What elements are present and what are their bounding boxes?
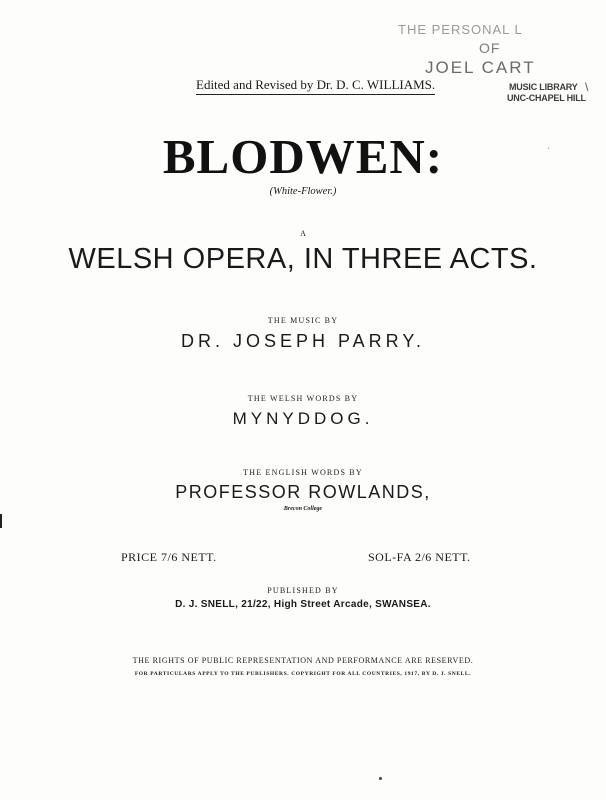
stamp-line-2: OF bbox=[479, 40, 501, 56]
price-solfa: SOL-FA 2/6 NETT. bbox=[368, 550, 471, 564]
library-label-2: UNC-CHAPEL HILL bbox=[507, 93, 586, 103]
author-affiliation: Brecon College bbox=[283, 506, 323, 512]
publisher-label: PUBLISHED BY bbox=[267, 586, 339, 595]
welsh-words-label: THE WELSH WORDS BY bbox=[247, 394, 359, 403]
library-label-1: MUSIC LIBRARY bbox=[509, 82, 578, 92]
paper-speck bbox=[379, 777, 382, 780]
english-words-author: PROFESSOR ROWLANDS, bbox=[175, 482, 431, 502]
copyright-notice: FOR PARTICULARS APPLY TO THE PUBLISHERS. COPYRIGHT FOR ALL COUNTRIES, 1917, BY D. J. SNELL. bbox=[134, 671, 472, 677]
stamp-line-1: THE PERSONAL L bbox=[398, 22, 523, 37]
welsh-words-author: MYNYDDOG. bbox=[232, 409, 374, 428]
stamp-slash-mark: \ bbox=[585, 80, 589, 94]
music-label: THE MUSIC BY bbox=[267, 316, 339, 325]
editor-credit: Edited and Revised by Dr. D. C. WILLIAMS. bbox=[196, 77, 435, 95]
opera-title: BLODWEN: bbox=[162, 129, 444, 184]
opera-subtitle: (White-Flower.) bbox=[269, 186, 337, 197]
rights-notice: THE RIGHTS OF PUBLIC REPRESENTATION AND PERFORMANCE ARE RESERVED. bbox=[132, 656, 474, 665]
stamp-line-3: JOEL CART bbox=[425, 58, 536, 77]
page-edge-mark bbox=[0, 514, 2, 528]
english-words-label: THE ENGLISH WORDS BY bbox=[243, 468, 363, 477]
paper-speck: · bbox=[547, 144, 551, 155]
price-staff: PRICE 7/6 NETT. bbox=[121, 550, 217, 564]
composer-name: DR. JOSEPH PARRY. bbox=[180, 331, 426, 351]
article-a: A bbox=[300, 229, 306, 238]
publisher-name: D. J. SNELL, 21/22, High Street Arcade, SWANSEA. bbox=[175, 599, 431, 610]
opera-description: WELSH OPERA, IN THREE ACTS. bbox=[68, 243, 538, 275]
